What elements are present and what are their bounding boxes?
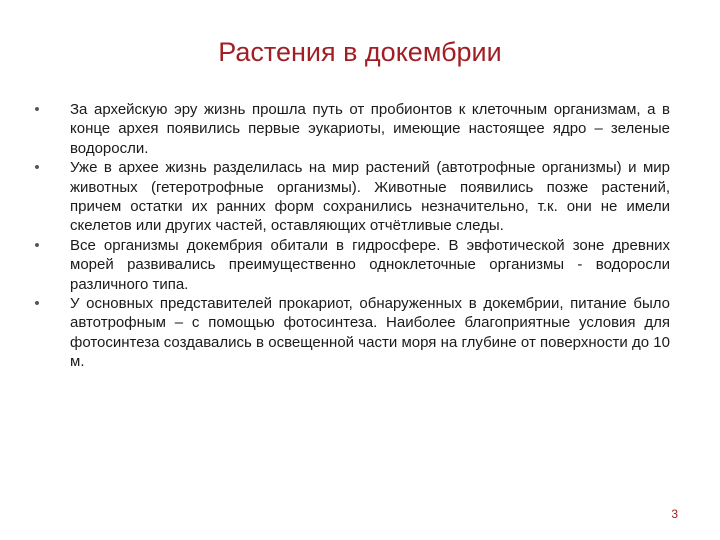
bullet-item — [30, 236, 670, 294]
bullet-text: За архейскую эру жизнь прошла путь от пробионтов к клеточным организмам, а в конце архея появились первые эукариоты, имеющие настоящее ядро – зеленые водоросли. — [70, 101, 670, 157]
bullet-marker: • — [34, 159, 40, 177]
bullet-list — [30, 100, 670, 372]
bullet-marker: • — [34, 236, 40, 254]
slide-title: Растения в докембрии — [218, 37, 502, 67]
bullet-item — [30, 100, 670, 158]
page-number: 3 — [671, 507, 678, 521]
bullet-item — [30, 158, 670, 236]
bullet-marker: • — [34, 101, 40, 118]
bullet-marker: • — [34, 295, 40, 313]
bullet-text: Уже в архее жизнь разделилась на мир растений (автотрофные организмы) и мир животных (гетеротрофные организмы). Животные появились позже растений, причем остатки их ранних форм сохранились незначительно, т.к. они не имели скелетов или других частей, оставляющих отчётливые следы. — [70, 159, 670, 235]
bullet-item — [30, 294, 670, 372]
bullet-text: У основных представителей прокариот, обнаруженных в докембрии, питание было автотрофным – с помощью фотосинтеза. Наиболее благоприятные условия для фотосинтеза создавались в освещенной части моря на глубине от поверхности до 10 м. — [70, 295, 670, 371]
bullet-text: Все организмы докембрия обитали в гидросфере. В эвфотической зоне древних морей развивались преимущественно одноклеточные организмы - водоросли различного типа. — [70, 236, 670, 293]
